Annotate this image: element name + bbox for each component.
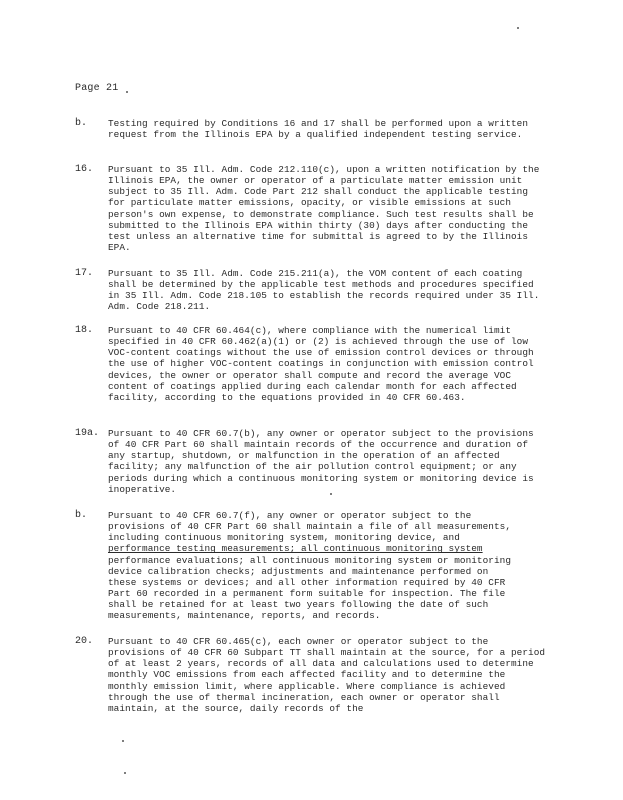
text-line: including continuous monitoring system, monitoring device, and — [108, 532, 460, 544]
paragraph-text — [108, 510, 548, 622]
text-line: device calibration checks; adjustments and maintenance performed on — [108, 565, 489, 577]
paragraph-number: 20. — [75, 636, 94, 647]
paragraph-number: 17. — [75, 268, 94, 279]
text-line: Pursuant to 40 CFR 60.7(f), any owner or operator subject to the — [108, 510, 472, 521]
paragraph-text: Pursuant to 40 CFR 60.7(b), any owner or operator subject to the provisions of 40 CFR Part 60 shall maintain records of the occurrence and duration of any startup, shutdown, or malfunction in the operation of an affected facility; any malfunction of the air pollution control equipment; or any periods during which a continuous monitoring system or monitoring device is inoperative. — [108, 428, 534, 495]
text-line: Part 60 recorded in a permanent form suitable for inspection. The file — [108, 588, 506, 600]
paragraph-number: 18. — [75, 325, 94, 336]
paragraph-text: Pursuant to 35 Ill. Adm. Code 215.211(a), the VOM content of each coating shall be determined by the applicable test methods and procedures specified in 35 Ill. Adm. Code 218.105 to establish the records required under 35 Ill. Adm. Code 218.211. — [108, 268, 540, 313]
paragraph-number: b. — [75, 510, 88, 521]
paragraph-text: Pursuant to 40 CFR 60.465(c), each owner or operator subject to the provisions of 40 CFR 60 Subpart TT shall maintain at the source, for a period of at least 2 years, records of all data and calculations used to determine monthly VOC emissions from each affected facility and to determine the monthly emission limit, where applicable. Where compliance is achieved through the use of thermal incineration, each owner or operator shall maintain, at the source, daily records of the — [108, 636, 546, 714]
paragraph-text: Testing required by Conditions 16 and 17 shall be performed upon a written request from the Illinois EPA by a qualified independent testing service. — [108, 118, 529, 141]
scan-speck — [126, 91, 128, 93]
paragraph-number: b. — [75, 118, 88, 129]
paragraph-text: Pursuant to 35 Ill. Adm. Code 212.110(c), upon a written notification by the Illinois EPA, the owner or operator of a particulate matter emission unit subject to 35 Ill. Adm. Code Part 212 shall conduct the applicable testing for particulate matter emissions, opacity, or visible emissions at such person's own expense, to demonstrate compliance. Such test results shall be submitted to the Illinois EPA within thirty (30) days after conducting the test unless an alternative time for submittal is agreed to by the Illinois EPA. — [108, 164, 540, 254]
text-line: these systems or devices; and all other information required by 40 CFR — [108, 576, 506, 588]
text-line: performance evaluations; all continuous monitoring system or monitoring — [108, 554, 511, 566]
paragraph-number: 19a. — [75, 428, 100, 439]
text-line: provisions of 40 CFR Part 60 shall maintain a file of all measurements, — [108, 521, 511, 533]
scan-speck — [122, 740, 124, 742]
text-line: measurements, maintenance, reports, and records. — [108, 610, 381, 622]
page-header: Page 21 — [75, 83, 119, 94]
scan-speck — [517, 27, 519, 29]
scan-speck — [124, 772, 126, 774]
text-line: shall be retained for at least two years following the date of such — [108, 599, 489, 611]
paragraph-text: Pursuant to 40 CFR 60.464(c), where compliance with the numerical limit specified in 40 CFR 60.462(a)(1) or (2) is achieved through the use of low VOC-content coatings without the use of emission control devices or through the use of higher VOC-content coatings in conjunction with emission control devices, the owner or operator shall compute and record the average VOC content of coatings applied during each calendar month for each affected facility, according to the equations provided in 40 CFR 60.463. — [108, 325, 534, 403]
paragraph-number: 16. — [75, 164, 94, 175]
text-line-underlined: performance testing measurements; all continuous monitoring system — [108, 543, 483, 555]
scan-speck — [330, 493, 332, 495]
